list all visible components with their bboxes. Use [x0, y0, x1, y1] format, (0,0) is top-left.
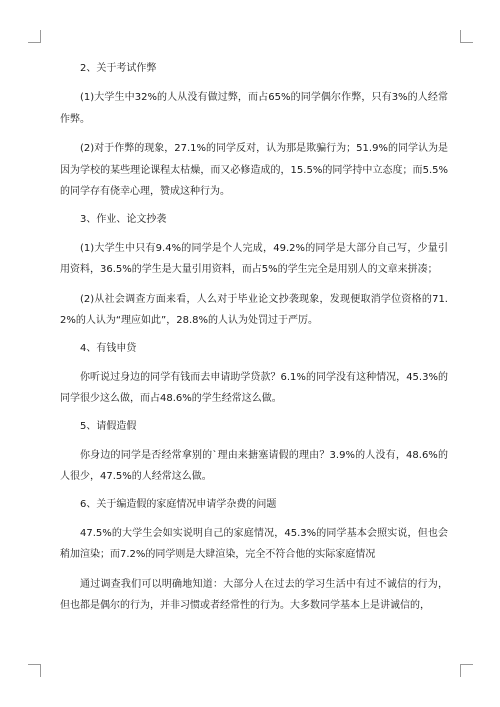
section-heading-exam-cheating: 2、关于考试作弊: [80, 63, 157, 74]
section-heading-plagiarism: 3、作业、论文抄袭: [80, 213, 167, 225]
paragraph-loan-application: 你听说过身边的同学有钱而去申请助学贷款？6.1%的同学没有这种情况，45.3%的同学很少这么做，而占48.6%的学生经常这么做。: [60, 371, 448, 404]
section-heading-fake-leave: 5、请假造假: [80, 420, 137, 432]
crop-mark-bottom-left: [28, 664, 41, 677]
crop-mark-bottom-right: [460, 664, 473, 677]
paragraph-homework-plagiarism: (1)大学生中只有9.4%的同学是个人完成，49.2%的同学是大部分自己写，少量引用资料，36.5%的学生是大量引用资料，而占5%的学生完全是用别人的文章来拼凑；: [60, 242, 448, 275]
section-heading-loan-application: 4、有钱申贷: [80, 342, 137, 354]
crop-mark-top-left: [28, 30, 41, 43]
paragraph-family-situation: 47.5%的大学生会如实说明自己的家庭情况，45.3%的同学基本会照实说，但也会稍加渲染；而7.2%的同学则是大肆渲染，完全不符合他的实际家庭情况: [60, 527, 448, 560]
paragraph-fake-leave: 你身边的同学是否经常拿别的`理由来搪塞请假的理由？3.9%的人没有，48.6%的人很少，47.5%的人经常这么做。: [60, 449, 448, 482]
paragraph-cheating-attitudes: (2)对于作弊的现象，27.1%的同学反对，认为那是欺骗行为；51.9%的同学认为是因为学校的某些理论课程太枯燥，而又必修造成的，15.5%的同学持中立态度；而5.5%的同学存有侥幸心理，赞成这种行为。: [60, 143, 448, 197]
paragraph-thesis-plagiarism: (2)从社会调查方面来看，人么对于毕业论文抄袭现象，发现便取消学位资格的71.2%的人认为“理应如此”，28.8%的人认为处罚过于严厉。: [60, 293, 448, 326]
section-heading-fake-family-situation: 6、关于编造假的家庭情况申请学杂费的问题: [80, 498, 277, 510]
paragraph-conclusion: 通过调查我们可以明确地知道：大部分人在过去的学习生活中有过不诚信的行为，但也都是偶尔的行为，并非习惯或者经常性的行为。大多数同学基本上是讲诚信的，: [60, 578, 448, 611]
paragraph-cheating-rates: (1)大学生中32%的人从没有做过弊，而占65%的同学偶尔作弊，只有3%的人经常作弊。: [60, 92, 448, 125]
crop-mark-top-right: [460, 30, 473, 43]
document-body: [60, 60, 448, 625]
